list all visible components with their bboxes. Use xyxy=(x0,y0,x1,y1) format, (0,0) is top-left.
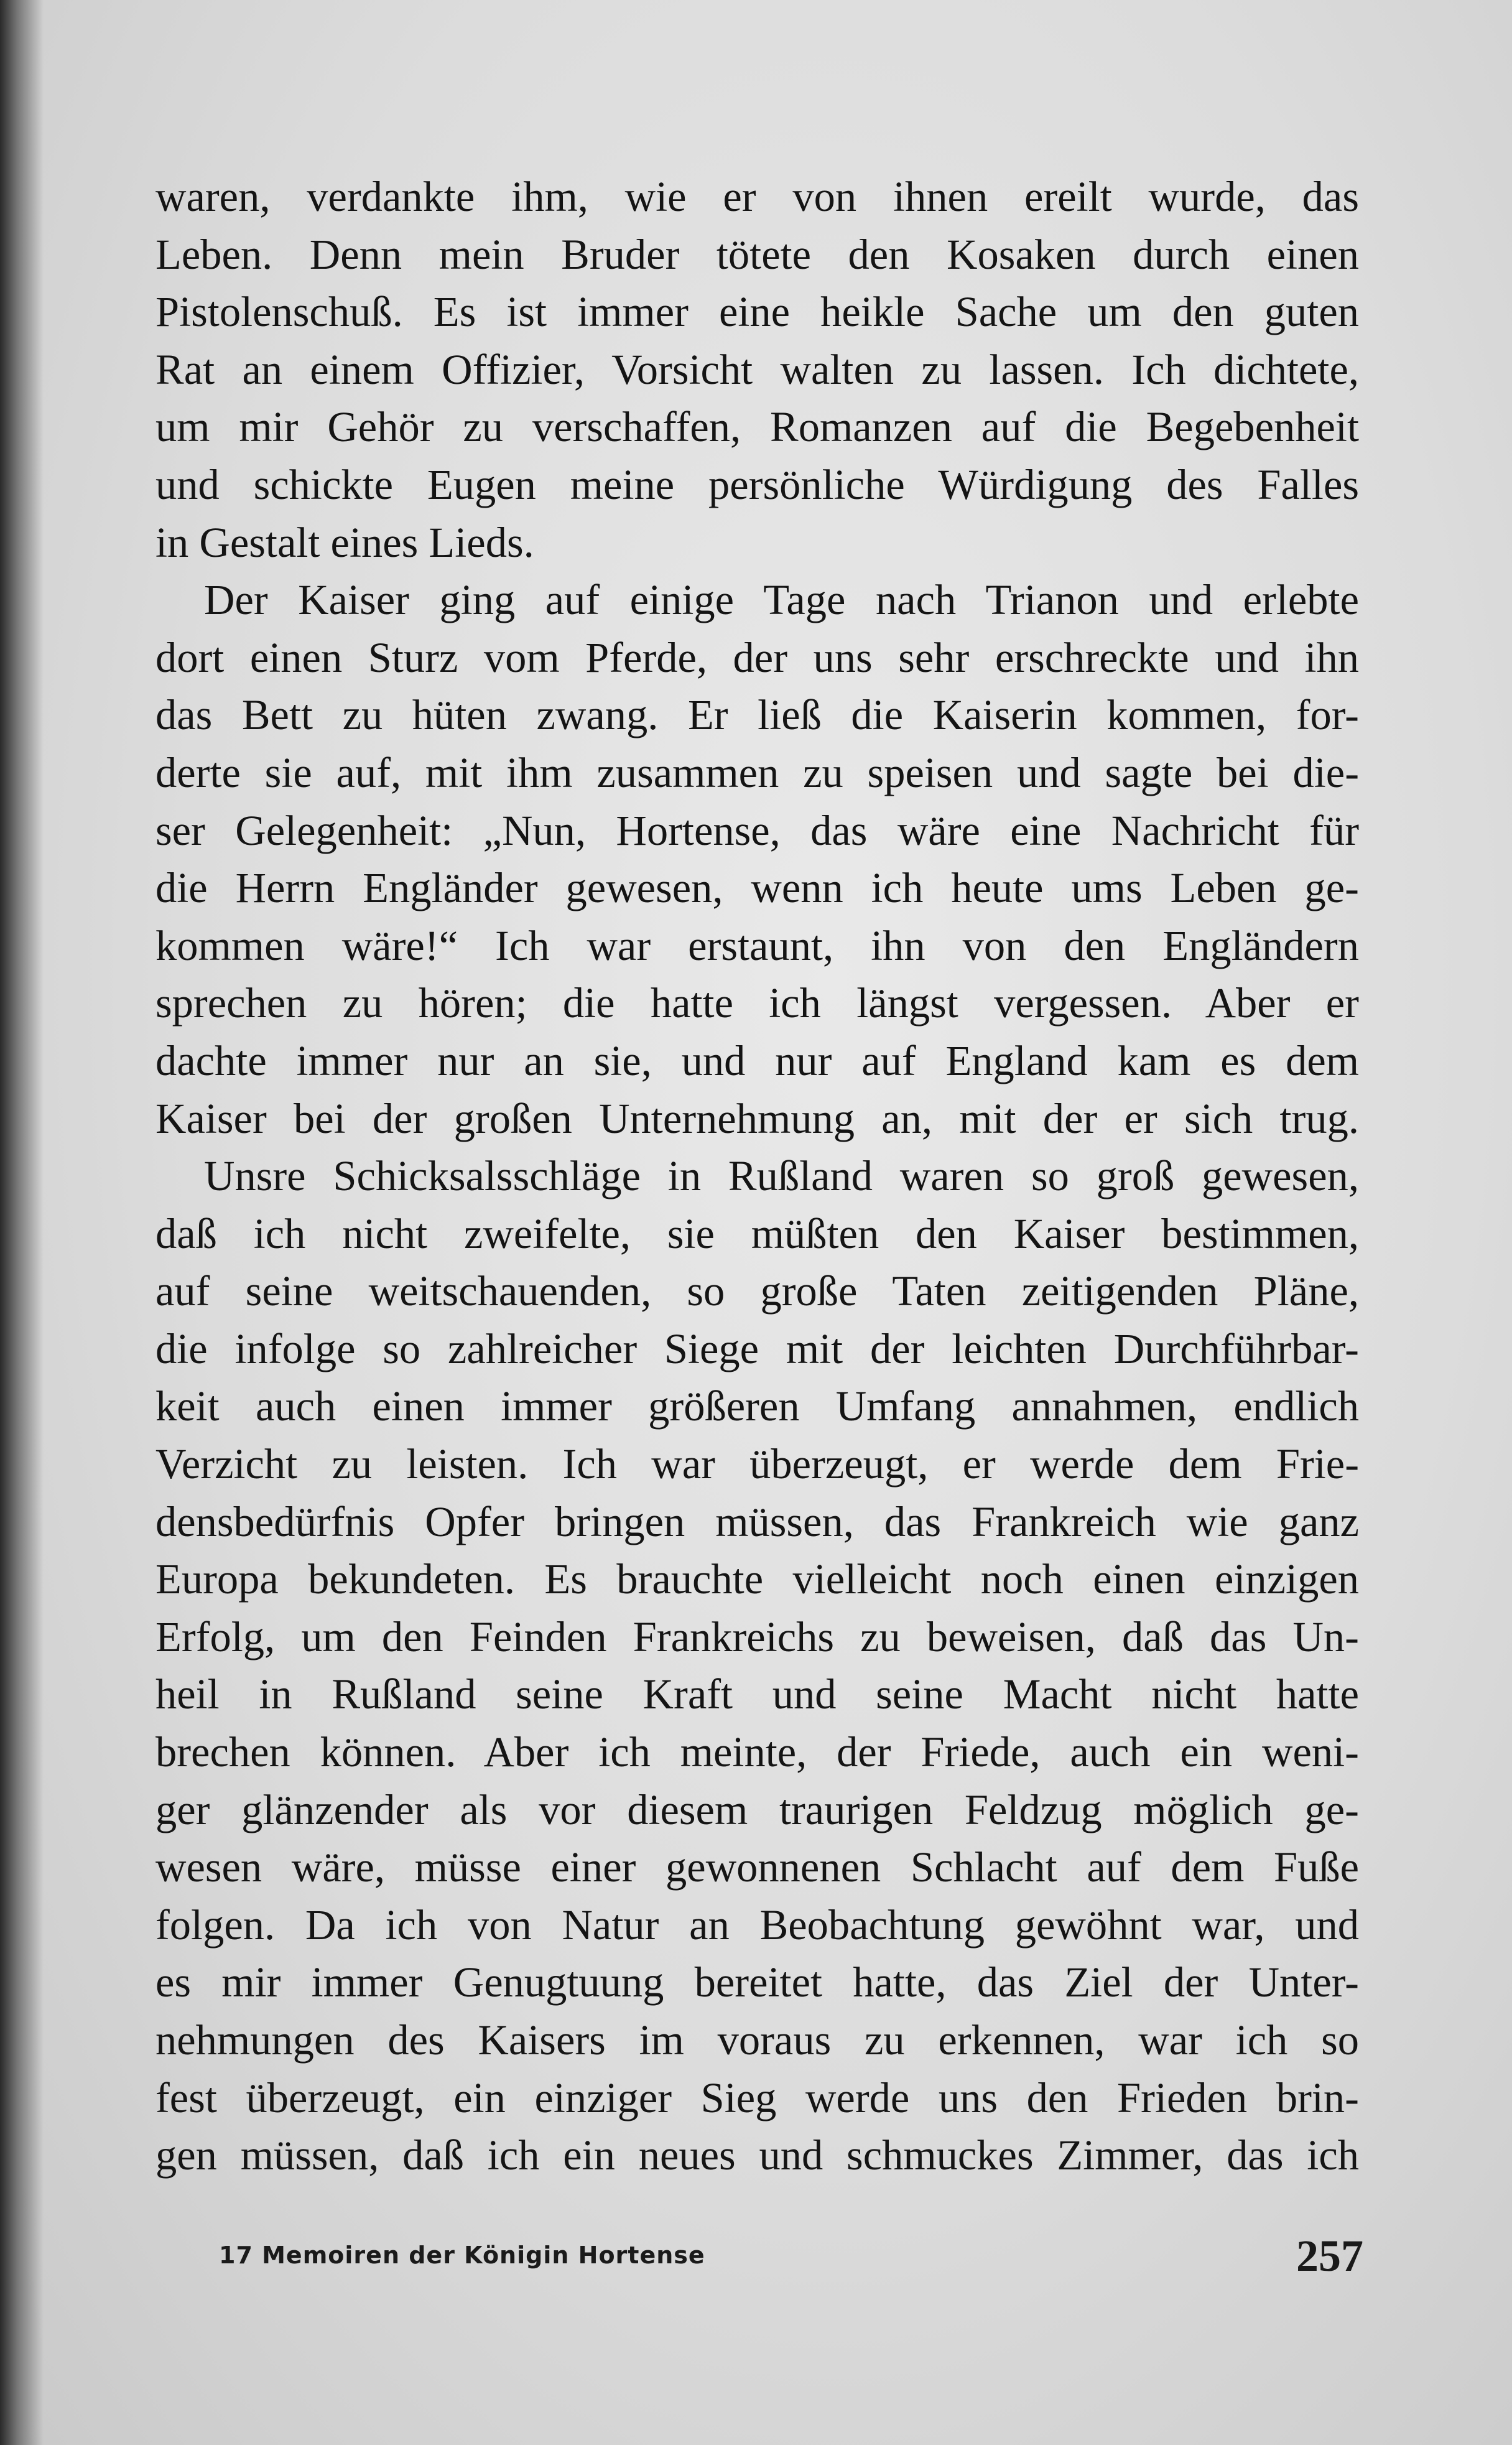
text-line: Rat an einem Offizier, Vorsicht walten zu lassen. Ich dichtete, xyxy=(155,345,1359,393)
text-line: densbedürfnis Opfer bringen müssen, das Frankreich wie ganz xyxy=(155,1497,1359,1545)
text-line: fest überzeugt, ein einziger Sieg werde uns den Frieden brin- xyxy=(155,2074,1359,2121)
text-line: Verzicht zu leisten. Ich war überzeugt, er werde dem Frie- xyxy=(155,1440,1359,1488)
text-line: in Gestalt eines Lieds. xyxy=(155,518,534,566)
page-number: 257 xyxy=(1296,2231,1363,2281)
text-line: ser Gelegenheit: „Nun, Hortense, das wäre eine Nachricht für xyxy=(155,806,1359,854)
text-line: waren, verdankte ihm, wie er von ihnen ereilt wurde, das xyxy=(155,173,1359,220)
text-line: und schickte Eugen meine persönliche Würdigung des Falles xyxy=(155,460,1359,508)
text-line: ger glänzender als vor diesem traurigen Feldzug möglich ge- xyxy=(155,1786,1359,1833)
text-line: die Herrn Engländer gewesen, wenn ich heute ums Leben ge- xyxy=(155,864,1359,912)
body-text xyxy=(155,168,1359,2184)
text-line: wesen wäre, müsse einer gewonnenen Schlacht auf dem Fuße xyxy=(155,1843,1359,1891)
page-footer xyxy=(219,2230,1363,2280)
text-line: kommen wäre!“ Ich war erstaunt, ihn von den Engländern xyxy=(155,921,1359,969)
text-line: Unsre Schicksalsschläge in Rußland waren so groß gewesen, xyxy=(204,1152,1359,1200)
text-line: Erfolg, um den Feinden Frankreichs zu beweisen, daß das Un- xyxy=(155,1613,1359,1660)
text-line: dort einen Sturz vom Pferde, der uns sehr erschreckte und ihn xyxy=(155,633,1359,681)
text-line: Pistolenschuß. Es ist immer eine heikle Sache um den guten xyxy=(155,288,1359,336)
text-line: folgen. Da ich von Natur an Beobachtung gewöhnt war, und xyxy=(155,1901,1359,1949)
text-line: nehmungen des Kaisers im voraus zu erkennen, war ich so xyxy=(155,2016,1359,2064)
text-line: derte sie auf, mit ihm zusammen zu speisen und sagte bei die- xyxy=(155,748,1359,796)
text-line: Der Kaiser ging auf einige Tage nach Trianon und erlebte xyxy=(204,576,1359,624)
text-line: brechen können. Aber ich meinte, der Friede, auch ein weni- xyxy=(155,1728,1359,1776)
text-line: dachte immer nur an sie, und nur auf England kam es dem xyxy=(155,1036,1359,1084)
text-line: gen müssen, daß ich ein neues und schmuckes Zimmer, das ich xyxy=(155,2131,1359,2179)
text-line: das Bett zu hüten zwang. Er ließ die Kaiserin kommen, for- xyxy=(155,691,1359,739)
text-line: Europa bekundeten. Es brauchte vielleicht noch einen einzigen xyxy=(155,1555,1359,1603)
text-line: auf seine weitschauenden, so große Taten zeitigenden Pläne, xyxy=(155,1267,1359,1315)
text-line: es mir immer Genugtuung bereitet hatte, das Ziel der Unter- xyxy=(155,1958,1359,2006)
text-line: die infolge so zahlreicher Siege mit der leichten Durchführbar- xyxy=(155,1325,1359,1372)
text-line: keit auch einen immer größeren Umfang annahmen, endlich xyxy=(155,1382,1359,1430)
binding-shadow xyxy=(0,0,44,2445)
text-line: sprechen zu hören; die hatte ich längst vergessen. Aber er xyxy=(155,979,1359,1027)
text-line: heil in Rußland seine Kraft und seine Macht nicht hatte xyxy=(155,1670,1359,1718)
text-line: um mir Gehör zu verschaffen, Romanzen auf die Begebenheit xyxy=(155,403,1359,451)
text-line: Kaiser bei der großen Unternehmung an, mit der er sich trug. xyxy=(155,1094,1359,1142)
footer-signature: 17 Memoiren der Königin Hortense xyxy=(219,2242,705,2269)
text-line: daß ich nicht zweifelte, sie müßten den Kaiser bestimmen, xyxy=(155,1209,1359,1257)
text-line: Leben. Denn mein Bruder tötete den Kosaken durch einen xyxy=(155,230,1359,278)
